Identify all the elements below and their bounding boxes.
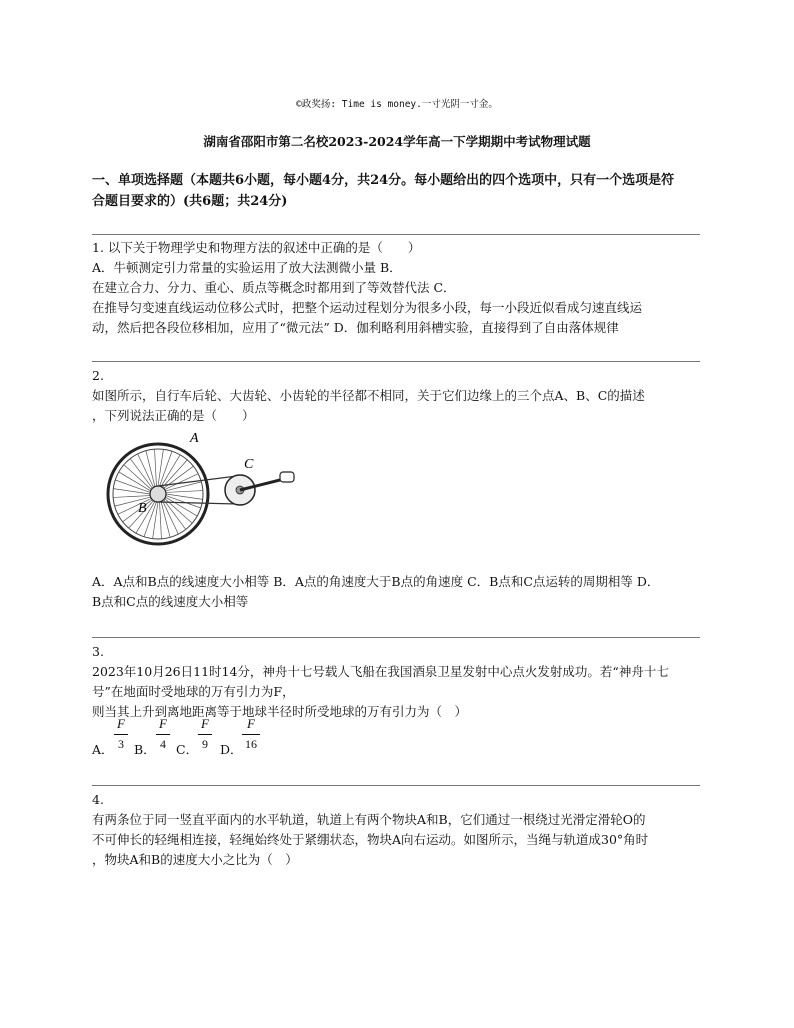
fraction-numerator: F bbox=[201, 716, 209, 731]
fraction-denominator: 9 bbox=[202, 737, 208, 751]
fraction-bar bbox=[198, 734, 212, 735]
question-divider bbox=[92, 361, 700, 362]
wheel-spoke bbox=[115, 480, 150, 492]
wheel-spoke bbox=[158, 449, 163, 486]
document-title: 湖南省邵阳市第二名校2023-2024学年高一下学期期中考试物理试题 bbox=[203, 134, 591, 149]
fraction-numerator: F bbox=[247, 716, 255, 731]
question-line: 2023年10月26日11时14分，神舟十七号载人飞船在我国酒泉卫星发射中心点火发射成功。若“神舟十七 bbox=[92, 664, 669, 679]
question-line: 号”在地面时受地球的万有引力为F， bbox=[92, 684, 295, 699]
option-label: A． bbox=[92, 742, 114, 757]
fraction-bar bbox=[156, 734, 170, 735]
option-fraction bbox=[114, 716, 128, 751]
question-divider bbox=[92, 234, 700, 235]
question-line: 有两条位于同一竖直平面内的水平轨道，轨道上有两个物块A和B，它们通过一根绕过光滑定滑轮O的 bbox=[92, 812, 646, 827]
rear-wheel bbox=[108, 444, 208, 544]
question-line: 3. bbox=[92, 644, 104, 659]
fraction-bar bbox=[114, 734, 128, 735]
wheel-spoke bbox=[155, 449, 157, 486]
question-line: 1. 以下关于物理学史和物理方法的叙述中正确的是（ ） bbox=[92, 240, 421, 255]
label-a: A bbox=[190, 431, 199, 446]
section-heading bbox=[92, 170, 710, 212]
wheel-spoke bbox=[160, 451, 172, 486]
bicycle-wheel-figure bbox=[102, 428, 302, 558]
fraction-denominator: 3 bbox=[118, 737, 124, 751]
wheel-spoke bbox=[166, 491, 203, 493]
wheel-spoke bbox=[153, 502, 158, 539]
option-fraction bbox=[198, 716, 212, 751]
option-fraction bbox=[242, 716, 260, 751]
wheel-spoke bbox=[160, 502, 162, 539]
question-2-options bbox=[92, 572, 710, 612]
question-line: ，下列说法正确的是（ ） bbox=[92, 408, 255, 423]
question-4 bbox=[92, 790, 710, 870]
question-line: 则当其上升到离地距离等于地球半径时所受地球的万有引力为（ ） bbox=[92, 704, 468, 719]
question-line: 动，然后把各段位移相加，应用了“微元法” D．伽利略利用斜槽实验，直接得到了自由落体规律 bbox=[92, 320, 619, 335]
wheel-spoke bbox=[113, 489, 150, 494]
question-3 bbox=[92, 642, 710, 722]
question-line: 4. bbox=[92, 792, 104, 807]
header-note: ©政奖扬: Time is money.一寸光阴一寸金。 bbox=[296, 99, 498, 110]
question-divider bbox=[92, 637, 700, 638]
option-line: A．A点和B点的线速度大小相等 B．A点的角速度大于B点的角速度 C．B点和C点运转的周期相等 D． bbox=[92, 574, 660, 589]
option-line: B点和C点的线速度大小相等 bbox=[92, 594, 249, 609]
question-3-options bbox=[92, 716, 392, 760]
section-heading-line: 合题目要求的）(共6题；共24分) bbox=[92, 194, 288, 209]
option-label: B． bbox=[134, 742, 156, 757]
option-label: D． bbox=[220, 742, 243, 757]
wheel-spoke bbox=[166, 494, 203, 499]
question-1 bbox=[92, 238, 710, 338]
question-line: 不可伸长的轻绳相连接，轻绳始终处于紧绷状态，物块A向右运动。如图所示，当绳与轨道成30°角时 bbox=[92, 832, 649, 847]
fraction-numerator: F bbox=[117, 716, 125, 731]
option-fraction bbox=[156, 716, 170, 751]
question-line: 在推导匀变速直线运动位移公式时，把整个运动过程划分为很多小段，每一小段近似看成匀速直线运 bbox=[92, 300, 643, 315]
section-heading-line: 一、单项选择题（本题共6小题，每小题4分，共24分。每小题给出的四个选项中，只有一个选项是符 bbox=[92, 173, 675, 188]
wheel-spoke bbox=[113, 496, 150, 498]
fraction-denominator: 4 bbox=[160, 737, 166, 751]
label-b: B bbox=[138, 501, 147, 516]
question-line: 在建立合力、分力、重心、质点等概念时都用到了等效替代法 C． bbox=[92, 280, 456, 295]
label-c: C bbox=[244, 457, 254, 472]
question-line: 2. bbox=[92, 368, 104, 383]
question-line: ，物块A和B的速度大小之比为（ ） bbox=[92, 852, 298, 867]
question-line: 如图所示，自行车后轮、大齿轮、小齿轮的半径都不相同，关于它们边缘上的三个点A、B、C的描述 bbox=[92, 388, 645, 403]
fraction-denominator: 16 bbox=[245, 737, 257, 751]
question-line: A．牛顿测定引力常量的实验运用了放大法测微小量 B． bbox=[92, 260, 402, 275]
question-2 bbox=[92, 366, 710, 426]
question-divider bbox=[92, 785, 700, 786]
option-label: C． bbox=[176, 742, 199, 757]
fraction-numerator: F bbox=[159, 716, 167, 731]
fraction-bar bbox=[242, 734, 260, 735]
